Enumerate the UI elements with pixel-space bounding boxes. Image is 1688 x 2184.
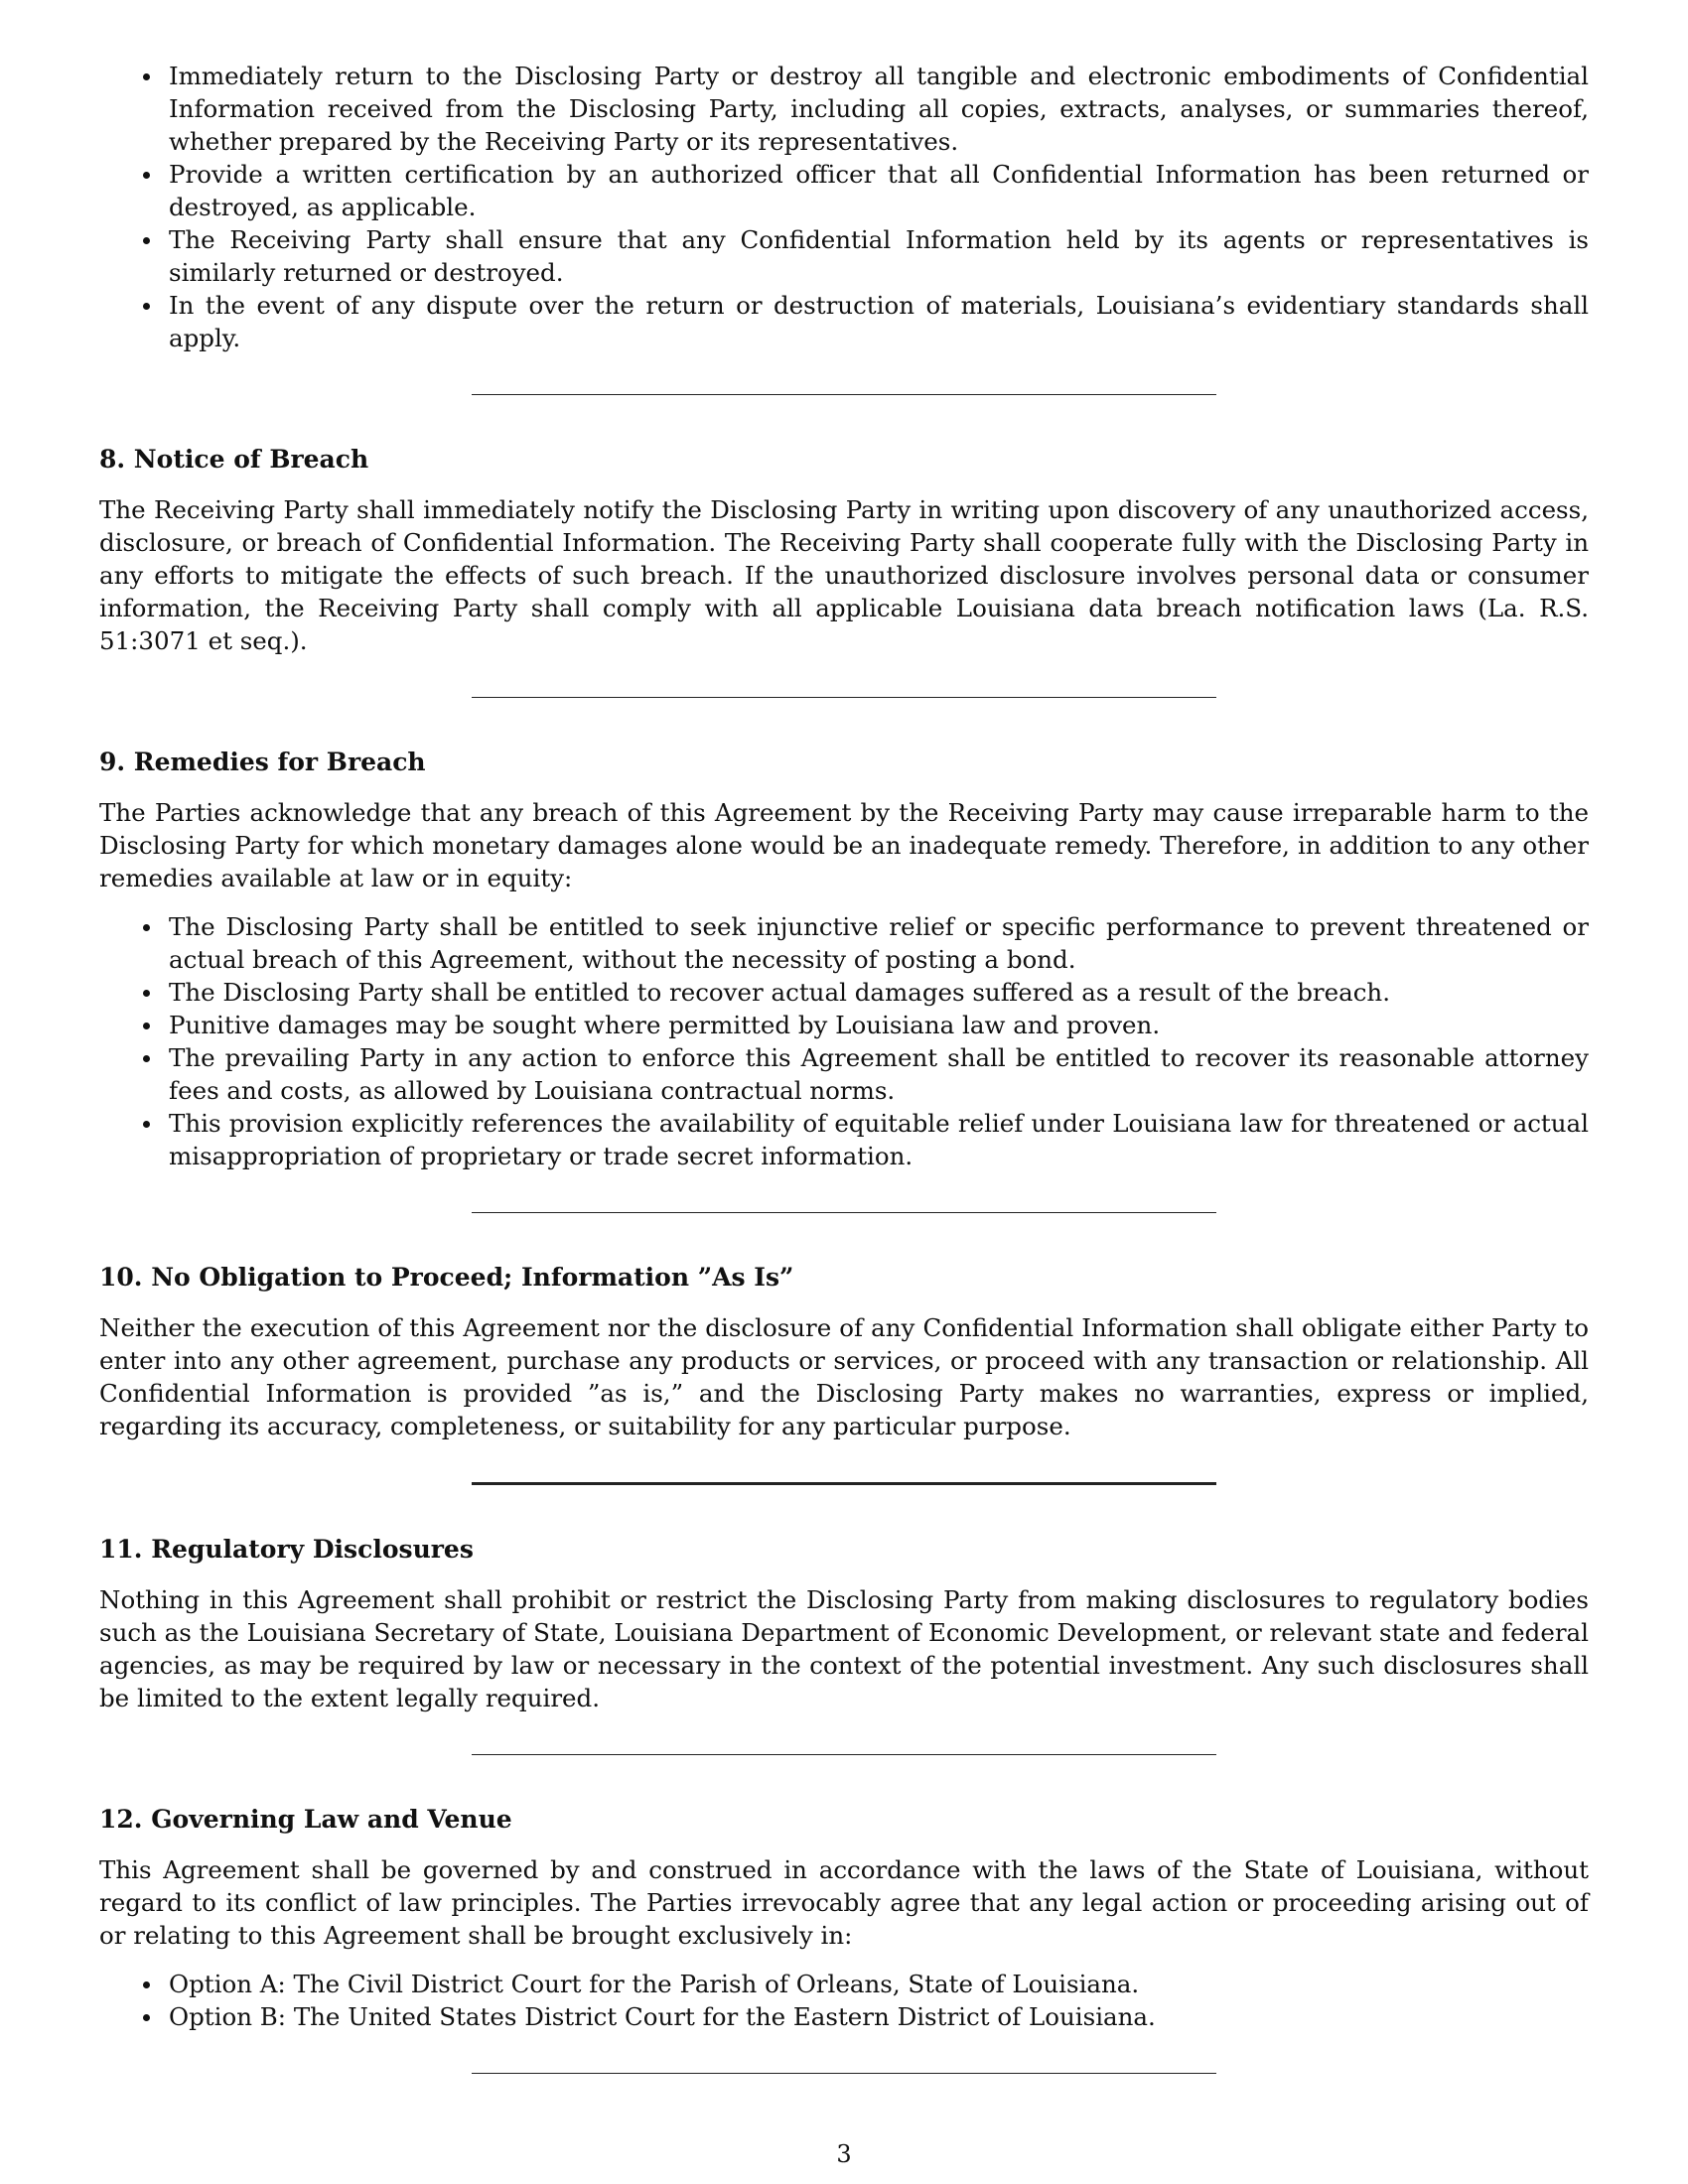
section-title: 8. Notice of Breach — [99, 445, 369, 474]
section-divider — [472, 1754, 1216, 1755]
list-item: This provision explicitly references the availability of equitable relief under Louisiana law for threatened or actual misappropriation of proprietary or trade secret information. — [169, 1109, 1589, 1170]
section-body: The Parties acknowledge that any breach of this Agreement by the Receiving Party may cause irreparable harm to the Disclosing Party for which monetary damages alone would be an inadequate remedy. Therefore, in addition to any other remedies available at law or in equity: — [99, 798, 1589, 892]
section-9 — [99, 746, 1589, 1172]
section-body: This Agreement shall be governed by and construed in accordance with the laws of the State of Louisiana, without regard to its conflict of law principles. The Parties irrevocably agree that any legal action or proceeding arising out of or relating to this Agreement shall be brought exclusively in: — [99, 1855, 1589, 1950]
list-item: Provide a written certification by an authorized officer that all Confidential Information has been returned or destroyed, as applicable. — [169, 160, 1589, 221]
document-content — [99, 60, 1589, 2074]
section-body: Neither the execution of this Agreement nor the disclosure of any Confidential Information shall obligate either Party to enter into any other agreement, purchase any products or services, or proceed with any transaction or relationship. All Confidential Information is provided ”as is,” and the Disclosing Party makes no warranties, express or implied, regarding its accuracy, completeness, or suitability for any particular purpose. — [99, 1313, 1589, 1440]
section-title: 10. No Obligation to Proceed; Information ”As Is” — [99, 1263, 794, 1292]
list-item: Immediately return to the Disclosing Party or destroy all tangible and electronic embodiments of Confidential Information received from the Disclosing Party, including all copies, extracts, analyses, or summaries thereof, whether prepared by the Receiving Party or its representatives. — [169, 62, 1589, 156]
return-obligations-list — [99, 60, 1589, 354]
venue-options-list — [99, 1968, 1589, 2033]
list-item: In the event of any dispute over the return or destruction of materials, Louisiana’s evidentiary standards shall apply. — [169, 291, 1589, 352]
section-divider — [472, 2073, 1216, 2074]
page-number: 3 — [836, 2140, 852, 2168]
list-item: The Disclosing Party shall be entitled to seek injunctive relief or specific performance to prevent threatened or actual breach of this Agreement, without the necessity of posting a bond. — [169, 912, 1589, 974]
section-title: 11. Regulatory Disclosures — [99, 1535, 474, 1564]
list-item: The Disclosing Party shall be entitled to recover actual damages suffered as a result of the breach. — [169, 976, 1589, 1009]
list-item: Option A: The Civil District Court for the Parish of Orleans, State of Louisiana. — [169, 1968, 1589, 2000]
list-item: The Receiving Party shall ensure that any Confidential Information held by its agents or representatives is similarly returned or destroyed. — [169, 225, 1589, 287]
list-item: Option B: The United States District Court for the Eastern District of Louisiana. — [169, 2000, 1589, 2033]
section-11 — [99, 1533, 1589, 1714]
section-12 — [99, 1803, 1589, 2033]
section-body: The Receiving Party shall immediately notify the Disclosing Party in writing upon discovery of any unauthorized access, disclosure, or breach of Confidential Information. The Receiving Party shall cooperate fully with the Disclosing Party in any efforts to mitigate the effects of such breach. If the unauthorized disclosure involves personal data or consumer information, the Receiving Party shall comply with all applicable Louisiana data breach notification laws (La. R.S. 51:3071 et seq.). — [99, 495, 1589, 655]
section-divider — [472, 1212, 1216, 1213]
section-divider — [472, 697, 1216, 698]
section-10 — [99, 1261, 1589, 1442]
section-title: 12. Governing Law and Venue — [99, 1805, 512, 1834]
list-item: The prevailing Party in any action to enforce this Agreement shall be entitled to recover its reasonable attorney fees and costs, as allowed by Louisiana contractual norms. — [169, 1043, 1589, 1105]
section-divider — [472, 394, 1216, 395]
section-body: Nothing in this Agreement shall prohibit or restrict the Disclosing Party from making disclosures to regulatory bodies such as the Louisiana Secretary of State, Louisiana Department of Economic Development, or relevant state and federal agencies, as may be required by law or necessary in the context of the potential investment. Any such disclosures shall be limited to the extent legally required. — [99, 1585, 1589, 1712]
remedies-list — [99, 910, 1589, 1172]
section-divider — [472, 1482, 1216, 1485]
list-item: Punitive damages may be sought where permitted by Louisiana law and proven. — [169, 1009, 1589, 1041]
section-title: 9. Remedies for Breach — [99, 748, 426, 776]
section-8 — [99, 443, 1589, 657]
